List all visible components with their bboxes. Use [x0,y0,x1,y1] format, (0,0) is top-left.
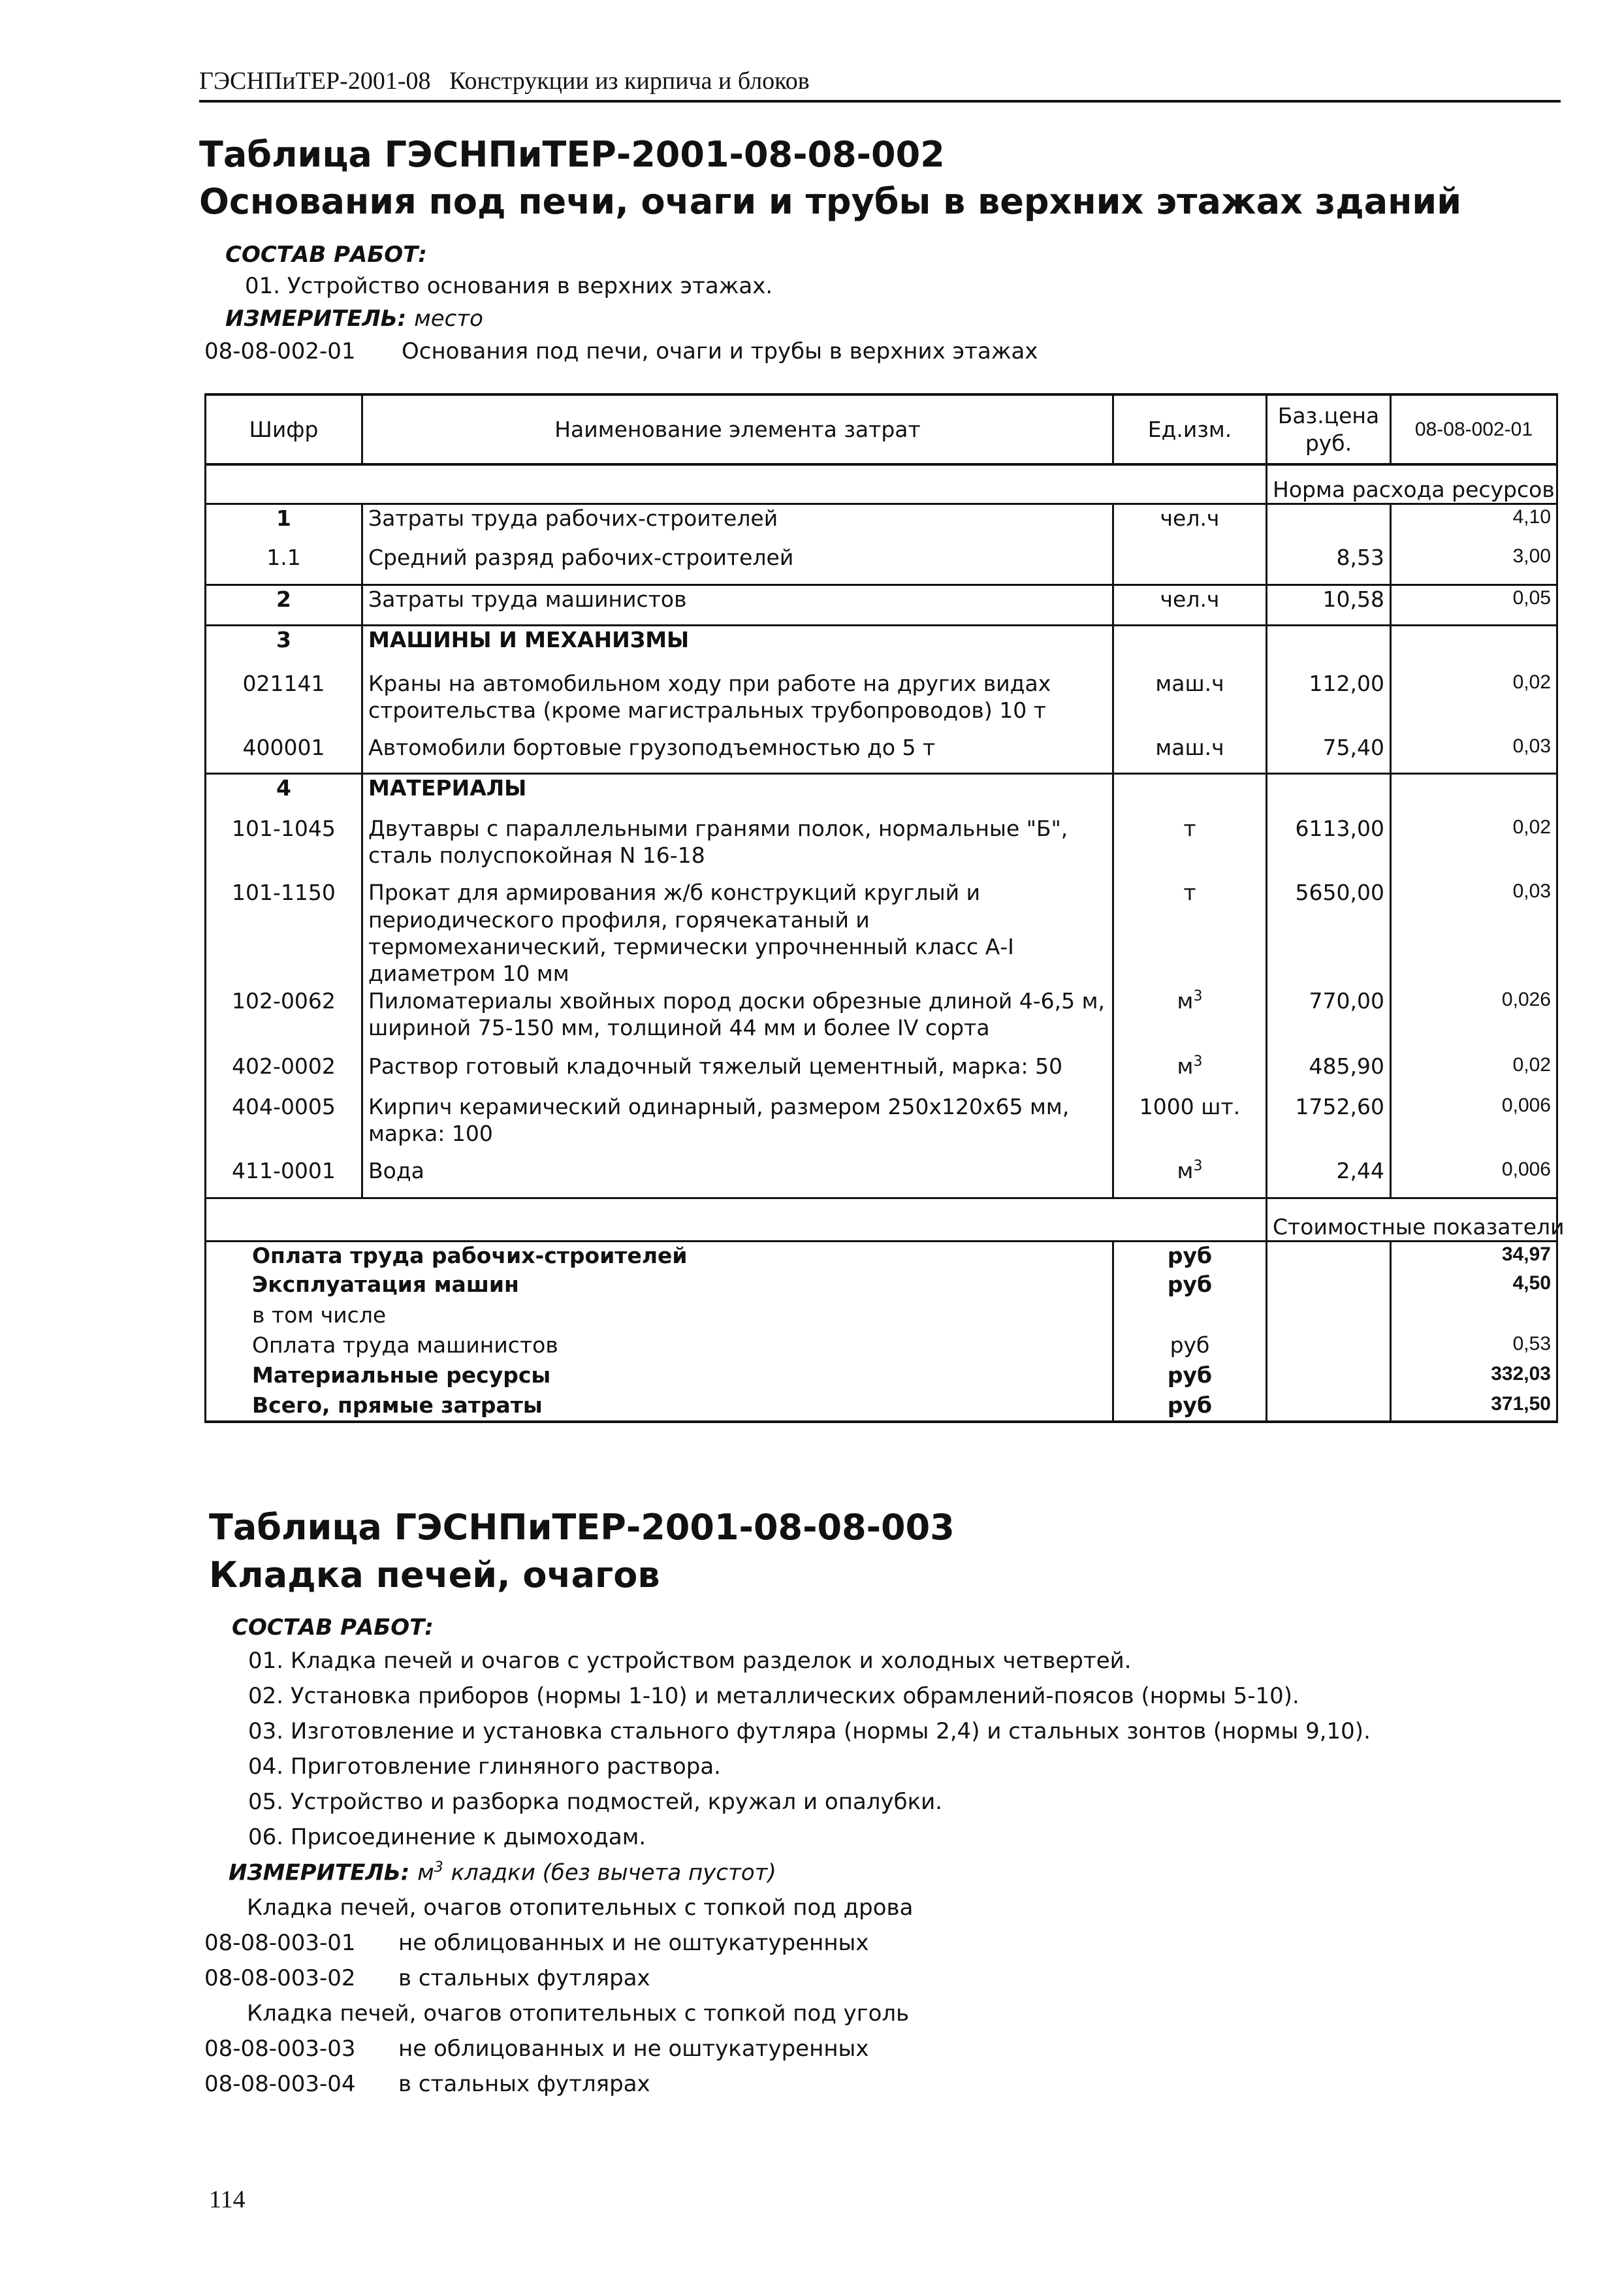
header-price-line2: руб. [1305,430,1352,456]
unit-superscript: 3 [1193,1053,1203,1070]
table-002-title: Таблица ГЭСНПиТЕР-2001-08-08-002 [199,134,945,175]
table-003-works-label: СОСТАВ РАБОТ: [232,1614,434,1641]
table-row [206,987,1557,1053]
row-value: 0,02 [1391,670,1557,734]
cost-row [206,1392,1557,1422]
row-value: 0,05 [1391,585,1557,626]
norm-group-title: Кладка печей, очагов отопительных с топкой под дрова [247,1895,914,1921]
table-002-measure [225,306,483,332]
row-value: 0,006 [1391,1093,1557,1157]
row-value: 0,026 [1391,987,1557,1053]
norm-caption: Норма расхода ресурсов [1267,464,1557,504]
cost-value: 332,03 [1391,1362,1557,1392]
table-row [206,815,1557,879]
row-unit: т [1113,815,1267,879]
unit-superscript: 3 [1193,987,1203,1004]
norm-code: 08-08-003-01 [204,1930,356,1956]
norm-name: не облицованных и не оштукатуренных [398,1930,869,1956]
row-price: 8,53 [1267,544,1391,585]
row-code: 1 [206,504,362,544]
row-code: 411-0001 [206,1157,362,1198]
work-item: 04. Приготовление глиняного раствора. [248,1754,721,1780]
row-code: 402-0002 [206,1053,362,1093]
row-unit [1113,987,1267,1053]
row-name: Пиломатериалы хвойных пород доски обрезные длиной 4-6,5 м, шириной 75-150 мм, толщиной 44 мм и более IV сорта [362,987,1113,1053]
cost-unit: руб [1113,1392,1267,1422]
row-price: 5650,00 [1267,879,1391,987]
row-name: МАТЕРИАЛЫ [362,773,1113,815]
row-price: 770,00 [1267,987,1391,1053]
unit-superscript: 3 [1193,1158,1203,1175]
norm-code: 08-08-003-02 [204,1965,356,1991]
resource-table [204,393,1565,1423]
table-row [206,670,1557,734]
row-name: Затраты труда машинистов [362,585,1113,626]
table-row [206,879,1557,987]
norm-name: не облицованных и не оштукатуренных [398,2036,869,2062]
running-header [199,67,810,95]
row-unit [1113,626,1267,670]
header-norm: 08-08-002-01 [1391,394,1557,464]
cost-row [206,1271,1557,1301]
cost-unit: руб [1113,1362,1267,1392]
row-name: Затраты труда рабочих-строителей [362,504,1113,544]
header-name: Наименование элемента затрат [362,394,1113,464]
row-name: МАШИНЫ И МЕХАНИЗМЫ [362,626,1113,670]
row-code: 3 [206,626,362,670]
work-item: 06. Присоединение к дымоходам. [248,1824,646,1850]
header-code: Шифр [206,394,362,464]
table-003-measure [229,1859,776,1885]
table-003-measure-sup: 3 [434,1859,443,1876]
norm-code: 08-08-003-03 [204,2036,356,2062]
work-item: 01. Кладка печей и очагов с устройством разделок и холодных четвертей. [248,1648,1132,1674]
row-unit: чел.ч [1113,504,1267,544]
row-name: Двутавры с параллельными гранями полок, нормальные "Б", сталь полуспокойная N 16-18 [362,815,1113,879]
row-value: 0,02 [1391,815,1557,879]
running-header-code: ГЭСНПиТЕР-2001-08 [199,67,431,95]
row-code: 4 [206,773,362,815]
row-unit: 1000 шт. [1113,1093,1267,1157]
row-code: 101-1150 [206,879,362,987]
table-003-measure-rest: кладки (без вычета пустот) [451,1859,776,1886]
table-002-norm-name: Основания под печи, очаги и трубы в верхних этажах [402,338,1038,364]
norm-code: 08-08-003-04 [204,2071,356,2097]
cost-row [206,1241,1557,1271]
row-name: Кирпич керамический одинарный, размером 250х120х65 мм, марка: 100 [362,1093,1113,1157]
cost-row [206,1332,1557,1362]
cost-row [206,1362,1557,1392]
cost-name: Материальные ресурсы [252,1362,551,1388]
norm-group-title: Кладка печей, очагов отопительных с топкой под уголь [247,2000,910,2027]
row-name: Прокат для армирования ж/б конструкций круглый и периодического профиля, горячекатаный и термомеханический, термически упрочненный класс А-I диаметром 10 мм [362,879,1113,987]
row-name: Средний разряд рабочих-строителей [362,544,1113,585]
norm-caption-row [206,464,1557,504]
row-value: 3,00 [1391,544,1557,585]
table-003-measure-unit: м [417,1859,434,1886]
cost-value [1391,1302,1557,1332]
row-price: 10,58 [1267,585,1391,626]
row-name: Раствор готовый кладочный тяжелый цементный, марка: 50 [362,1053,1113,1093]
row-code: 404-0005 [206,1093,362,1157]
cost-unit: руб [1113,1271,1267,1301]
row-code: 2 [206,585,362,626]
row-value: 0,03 [1391,879,1557,987]
norm-name: в стальных футлярах [398,1965,650,1991]
cost-caption-row [206,1198,1557,1241]
cost-row [206,1302,1557,1332]
table-003-subtitle: Кладка печей, очагов [209,1554,660,1595]
table-row [206,734,1557,773]
row-unit-text: м [1177,1053,1194,1079]
table-row [206,585,1557,626]
work-item: 05. Устройство и разборка подмостей, кружал и опалубки. [248,1789,943,1815]
row-code: 021141 [206,670,362,734]
row-unit: маш.ч [1113,734,1267,773]
cost-unit: руб [1113,1241,1267,1271]
row-unit [1113,544,1267,585]
row-value: 0,02 [1391,1053,1557,1093]
table-003-measure-label: ИЗМЕРИТЕЛЬ: [229,1859,410,1886]
row-price: 2,44 [1267,1157,1391,1198]
row-name: Автомобили бортовые грузоподъемностью до 5 т [362,734,1113,773]
table-row [206,1157,1557,1198]
table-row [206,773,1557,815]
cost-value: 34,97 [1391,1241,1557,1271]
row-unit [1113,1157,1267,1198]
cost-name: Всего, прямые затраты [252,1392,543,1418]
table-row [206,626,1557,670]
table-row [206,504,1557,544]
table-003-title: Таблица ГЭСНПиТЕР-2001-08-08-003 [209,1507,955,1548]
cost-unit [1113,1302,1267,1332]
row-code: 101-1045 [206,815,362,879]
row-name: Вода [362,1157,1113,1198]
running-header-section: Конструкции из кирпича и блоков [449,67,810,95]
page-number: 114 [209,2186,246,2213]
header-price [1267,394,1391,464]
row-unit [1113,773,1267,815]
table-002-subtitle: Основания под печи, очаги и трубы в верхних этажах зданий [199,181,1462,222]
cost-name: Оплата труда рабочих-строителей [252,1242,688,1268]
cost-name: Эксплуатация машин [252,1272,519,1298]
table-row [206,544,1557,585]
row-value: 0,006 [1391,1157,1557,1198]
header-rule [199,100,1561,103]
table-002-measure-label: ИЗМЕРИТЕЛЬ: [225,306,407,332]
table-002-measure-value: место [414,306,483,332]
table-002-works-label: СОСТАВ РАБОТ: [225,242,427,268]
row-unit: чел.ч [1113,585,1267,626]
work-item: 03. Изготовление и установка стального футляра (нормы 2,4) и стальных зонтов (нормы 9,10). [248,1718,1371,1744]
table-header-row [206,394,1557,464]
row-value [1391,773,1557,815]
row-value: 0,03 [1391,734,1557,773]
norm-name: в стальных футлярах [398,2071,650,2097]
work-item: 02. Установка приборов (нормы 1-10) и металлических обрамлений-поясов (нормы 5-10). [248,1683,1299,1709]
table-002-norm-code: 08-08-002-01 [204,338,356,364]
cost-name: в том числе [252,1302,387,1328]
cost-value: 4,50 [1391,1271,1557,1301]
cost-value: 0,53 [1391,1332,1557,1362]
row-code: 102-0062 [206,987,362,1053]
row-price [1267,626,1391,670]
row-unit-text: м [1177,1158,1194,1184]
table-row [206,1093,1557,1157]
row-price: 75,40 [1267,734,1391,773]
table-row [206,1053,1557,1093]
row-value: 4,10 [1391,504,1557,544]
row-price: 6113,00 [1267,815,1391,879]
row-code: 400001 [206,734,362,773]
row-price: 485,90 [1267,1053,1391,1093]
row-name: Краны на автомобильном ходу при работе на других видах строительства (кроме магистральных трубопроводов) 10 т [362,670,1113,734]
table-002-work-item: 01. Устройство основания в верхних этажах. [245,273,773,299]
row-code: 1.1 [206,544,362,585]
header-unit: Ед.изм. [1113,394,1267,464]
cost-name: Оплата труда машинистов [252,1332,558,1358]
row-price: 1752,60 [1267,1093,1391,1157]
row-price: 112,00 [1267,670,1391,734]
row-price [1267,504,1391,544]
row-unit: т [1113,879,1267,987]
cost-caption: Стоимостные показатели [1267,1198,1557,1241]
row-unit: маш.ч [1113,670,1267,734]
cost-unit: руб [1113,1332,1267,1362]
row-price [1267,773,1391,815]
row-unit-text: м [1177,987,1194,1014]
header-price-line1: Баз.цена [1277,403,1380,429]
row-unit [1113,1053,1267,1093]
row-value [1391,626,1557,670]
cost-value: 371,50 [1391,1392,1557,1422]
